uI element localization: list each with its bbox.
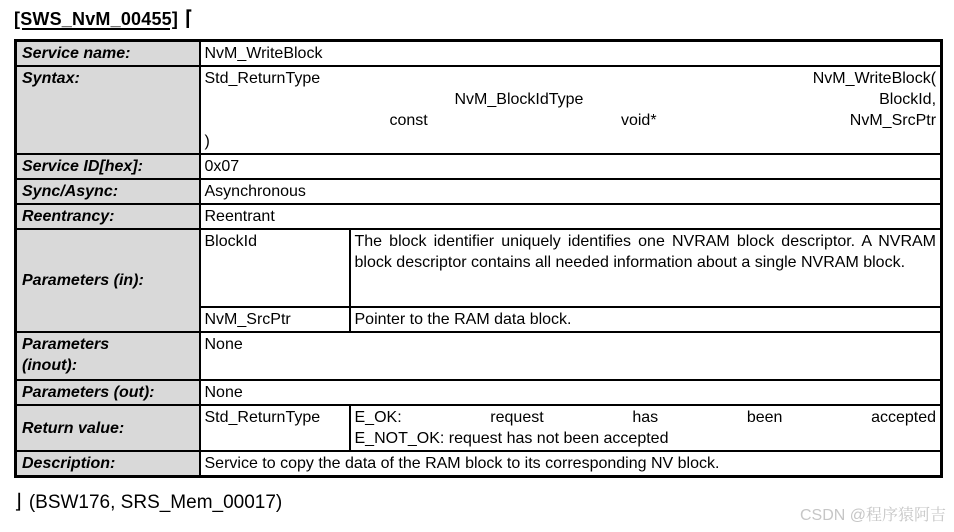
description-value: Service to copy the data of the RAM block to its corresponding NV block. [200, 451, 942, 477]
row-reentrancy [16, 204, 942, 229]
param-description: Pointer to the RAM data block. [350, 307, 942, 332]
csdn-watermark: CSDN @程序猿阿吉 [799, 507, 946, 524]
reentrancy-label: Reentrancy: [16, 204, 200, 229]
sync-async-label: Sync/Async: [16, 179, 200, 204]
right-floor-mark: ⌋ [14, 491, 22, 513]
parameters-in-label: Parameters (in): [16, 229, 200, 332]
syntax-line-2: NvM_BlockIdType BlockId, [454, 91, 937, 108]
parameters-inout-label [16, 332, 200, 380]
syntax-line-1: Std_ReturnType NvM_WriteBlock( [204, 70, 937, 87]
row-service-name [16, 41, 942, 67]
return-type: Std_ReturnType [200, 405, 350, 451]
left-ceiling-mark: ⌈ [185, 8, 194, 30]
description-label: Description: [16, 451, 200, 477]
footer-reference: (BSW176, SRS_Mem_00017) [28, 492, 283, 513]
row-parameters-in-1 [16, 229, 942, 307]
syntax-code [200, 66, 942, 154]
param-name: BlockId [200, 229, 350, 307]
row-description [16, 451, 942, 477]
row-return-value [16, 405, 942, 451]
row-parameters-inout [16, 332, 942, 380]
reentrancy-value: Reentrant [200, 204, 942, 229]
service-name-value: NvM_WriteBlock [200, 41, 942, 67]
parameters-inout-label-text: Parameters (inout): [22, 336, 110, 374]
row-service-id [16, 154, 942, 179]
page-title [14, 6, 193, 31]
syntax-line-3: const void* NvM_SrcPtr [389, 112, 937, 129]
service-id-value: 0x07 [200, 154, 942, 179]
row-parameters-out [16, 380, 942, 405]
return-description [350, 405, 942, 451]
service-name-label: Service name: [16, 41, 200, 67]
param-name: NvM_SrcPtr [200, 307, 350, 332]
parameters-inout-value: None [200, 332, 942, 380]
row-sync-async [16, 179, 942, 204]
param-description: The block identifier uniquely identifies one NVRAM block descriptor. A NVRAM block descriptor contains all needed information about a single NVRAM block. [350, 229, 942, 307]
return-value-label: Return value: [16, 405, 200, 451]
syntax-label: Syntax: [16, 66, 200, 154]
parameters-out-value: None [200, 380, 942, 405]
spec-id: [SWS_NvM_00455] [14, 9, 179, 29]
syntax-line-4: ) [204, 133, 210, 150]
spec-footer [14, 489, 282, 514]
return-line-1: E_OK: request has been accepted [354, 409, 937, 426]
service-id-label: Service ID[hex]: [16, 154, 200, 179]
parameters-out-label: Parameters (out): [16, 380, 200, 405]
sync-async-value: Asynchronous [200, 179, 942, 204]
return-line-2: E_NOT_OK: request has not been accepted [354, 430, 669, 447]
row-syntax [16, 66, 942, 154]
service-spec-table [14, 39, 943, 478]
